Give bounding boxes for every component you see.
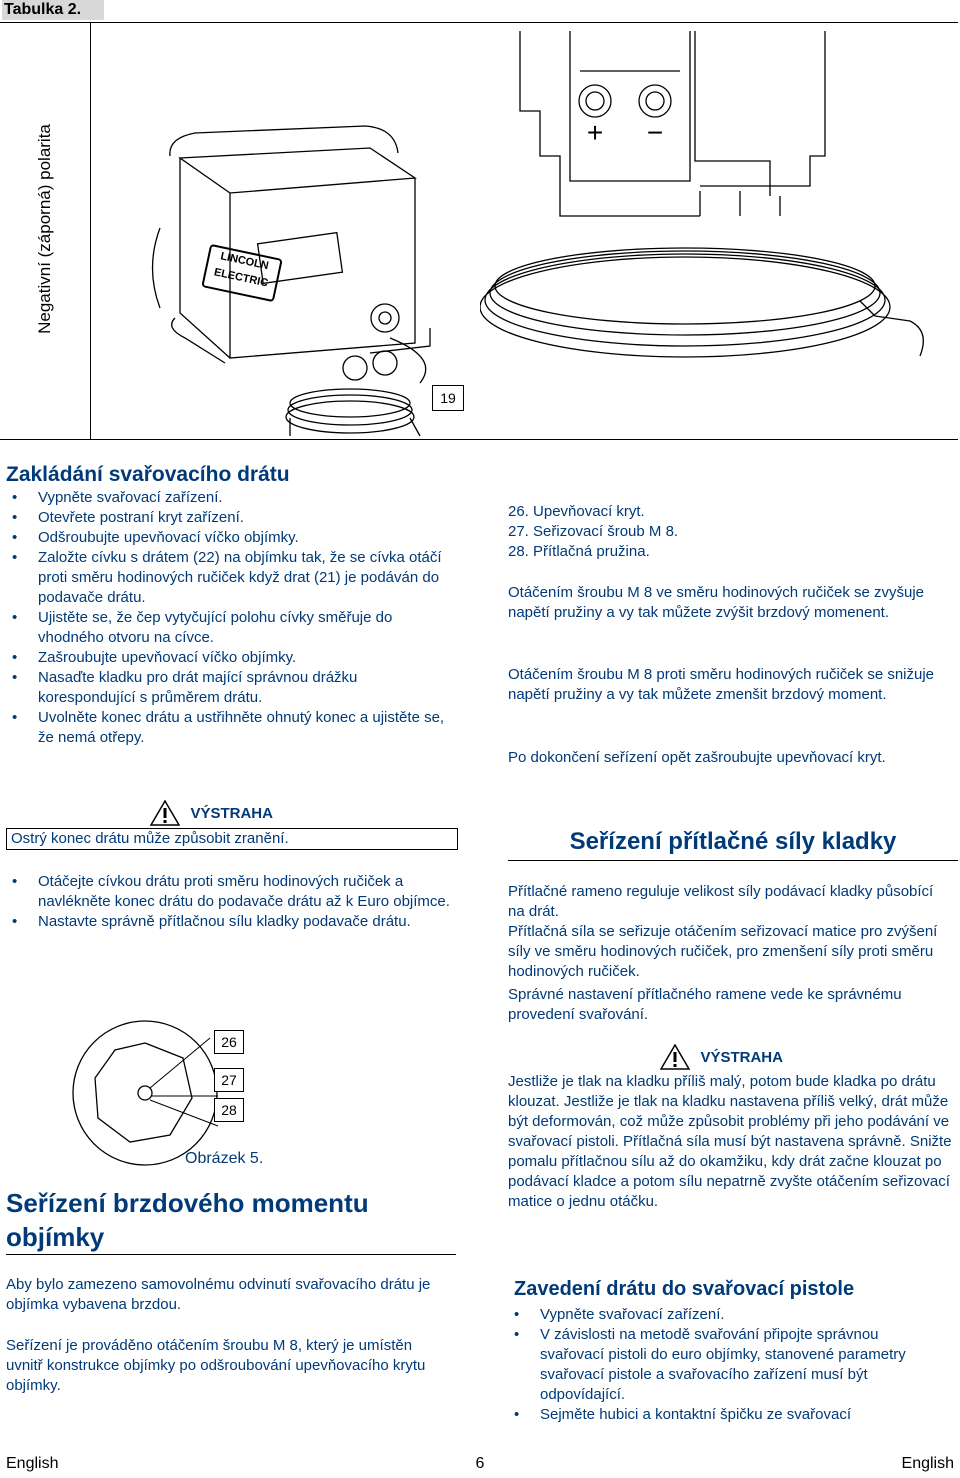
figure-number-box: 19 xyxy=(432,385,464,411)
part-label-26: 26 xyxy=(214,1030,244,1054)
part-label-27: 27 xyxy=(214,1068,244,1092)
spindle-cap-diagram xyxy=(70,1018,220,1168)
list-item: • Ujistěte se, že čep vytyčující polohu cívky směřuje do vhodného otvoru na cívce. xyxy=(6,608,450,648)
warning-2-text: Jestliže je tlak na kladku příliš malý, potom bude kladka po drátu klouzat. Jestliže je tlak na kladku nastavena příliš velký, drát může být deformován, což může způsobit problémy při jeho podávání ve svařovací pistoli. Přítlačná síla musí být nastavena správně. Snižte pomalu přítlačnou sílu až do okamžiku, kdy drát začne klouzat po podávací kladce a potom sílu nepatrně zvyšte otáčením seřizovací matice o jednu otáčku. xyxy=(508,1073,952,1210)
parts-paragraph-3: Po dokončení seřízení opět zašroubujte upevňovací kryt. xyxy=(508,749,886,766)
gun-steps-list xyxy=(508,1305,928,1425)
list-item: • Vypněte svařovací zařízení. xyxy=(6,488,450,508)
figure-caption: Obrázek 5. xyxy=(185,1150,264,1167)
parts-paragraph-2: Otáčením šroubu M 8 proti směru hodinových ručiček se snižuje napětí pružiny a vy tak můžete zmenšit brzdový moment. xyxy=(508,666,935,703)
pressure-paragraph-3: Správné nastavení přítlačného ramene vede ke správnému provedení svařování. xyxy=(508,986,902,1023)
list-item: • Vypněte svařovací zařízení. xyxy=(508,1305,928,1325)
logo-line1: LINCOLN xyxy=(219,250,270,273)
pressure-paragraph-1: Přítlačné rameno reguluje velikost síly podávací kladky působící na drát. xyxy=(508,883,934,920)
part-item: 28. Přítlačná pružina. xyxy=(508,543,650,560)
table-title: Tabulka 2. xyxy=(2,0,104,20)
part-label-28: 28 xyxy=(214,1098,244,1122)
minus-terminal-label: − xyxy=(646,117,664,148)
list-item: • Uvolněte konec drátu a ustřihněte ohnutý konec a ujistěte se, že nemá otřepy. xyxy=(6,708,450,748)
list-item: • Sejměte hubici a kontaktní špičku ze svařovací xyxy=(508,1405,928,1425)
page-number: 6 xyxy=(475,1455,485,1472)
terminal-panel-illustration xyxy=(480,31,950,431)
list-item: • Nasaďte kladku pro drát mající správnou drážku korespondující s průměrem drátu. xyxy=(6,668,450,708)
part-item: 26. Upevňovací kryt. xyxy=(508,503,645,520)
wire-loading-list xyxy=(6,488,450,748)
warning-title: VÝSTRAHA xyxy=(700,1048,783,1066)
warning-text-box: Ostrý konec drátu může způsobit zranění. xyxy=(6,828,458,850)
list-item: • Otáčejte cívkou drátu proti směru hodinových ručiček a navlékněte konec drátu do podavače drátu až k Euro objímce. xyxy=(6,872,450,912)
parts-list xyxy=(508,502,958,562)
brake-paragraph-2: Seřízení je prováděno otáčením šroubu M 8, který je umístěn uvnitř konstrukce objímky po odšroubování upevňovacího krytu objímky. xyxy=(6,1337,426,1394)
logo-line2: ELECTRIC xyxy=(212,266,270,290)
list-item: • Nastavte správně přítlačnou sílu kladky podavače drátu. xyxy=(6,912,450,932)
wire-loading-heading: Zakládání svařovacího drátu xyxy=(6,463,290,486)
warning-header-1 xyxy=(150,800,273,826)
brake-divider xyxy=(6,1254,456,1255)
plus-terminal-label: + xyxy=(586,117,604,148)
polarity-label: Negativní (záporná) polarita xyxy=(35,124,54,334)
welding-machine-illustration xyxy=(140,118,450,448)
brake-paragraph-1: Aby bylo zamezeno samovolnému odvinutí svařovacího drátu je objímka vybavena brzdou. xyxy=(6,1276,431,1313)
list-item: • V závislosti na metodě svařování připojte správnou svařovací pistoli do euro objímky, stanovené parametry svařovací pistole a svařovacího zařízení musí být odpovídající. xyxy=(508,1325,928,1405)
gun-heading: Zavedení drátu do svařovací pistole xyxy=(514,1278,855,1300)
list-item: • Založte cívku s drátem (22) na objímku tak, že se cívka otáčí proti směru hodinových ručiček když drat (21) je podáván do podavače drátu. xyxy=(6,548,450,608)
part-item: 27. Seřizovací šroub M 8. xyxy=(508,523,679,540)
warning-header-2 xyxy=(660,1044,783,1070)
pressure-paragraph-2: Přítlačná síla se seřizuje otáčením seřizovací matice pro zvýšení síly ve směru hodinových ručiček, pro zmenšení síly proti směru hodinových ručiček. xyxy=(508,923,938,980)
warning-triangle-icon xyxy=(150,800,180,826)
warning-title: VÝSTRAHA xyxy=(190,804,273,822)
list-item: • Otevřete postraní kryt zařízení. xyxy=(6,508,450,528)
list-item: • Zašroubujte upevňovací víčko objímky. xyxy=(6,648,450,668)
pressure-heading: Seřízení přítlačné síly kladky xyxy=(508,826,958,861)
brake-heading: Seřízení brzdového momentu objímky xyxy=(6,1188,369,1252)
footer-language-right: English xyxy=(901,1455,954,1472)
warning-steps-list xyxy=(6,872,450,932)
list-item: • Odšroubujte upevňovací víčko objímky. xyxy=(6,528,450,548)
polarity-table xyxy=(0,22,958,440)
warning-triangle-icon xyxy=(660,1044,690,1070)
parts-paragraph-1: Otáčením šroubu M 8 ve směru hodinových ručiček se zvyšuje napětí pružiny a vy tak můžete zvýšit brzdový momenent. xyxy=(508,584,925,621)
footer-language-left: English xyxy=(6,1455,59,1472)
table-column-divider xyxy=(90,23,91,439)
